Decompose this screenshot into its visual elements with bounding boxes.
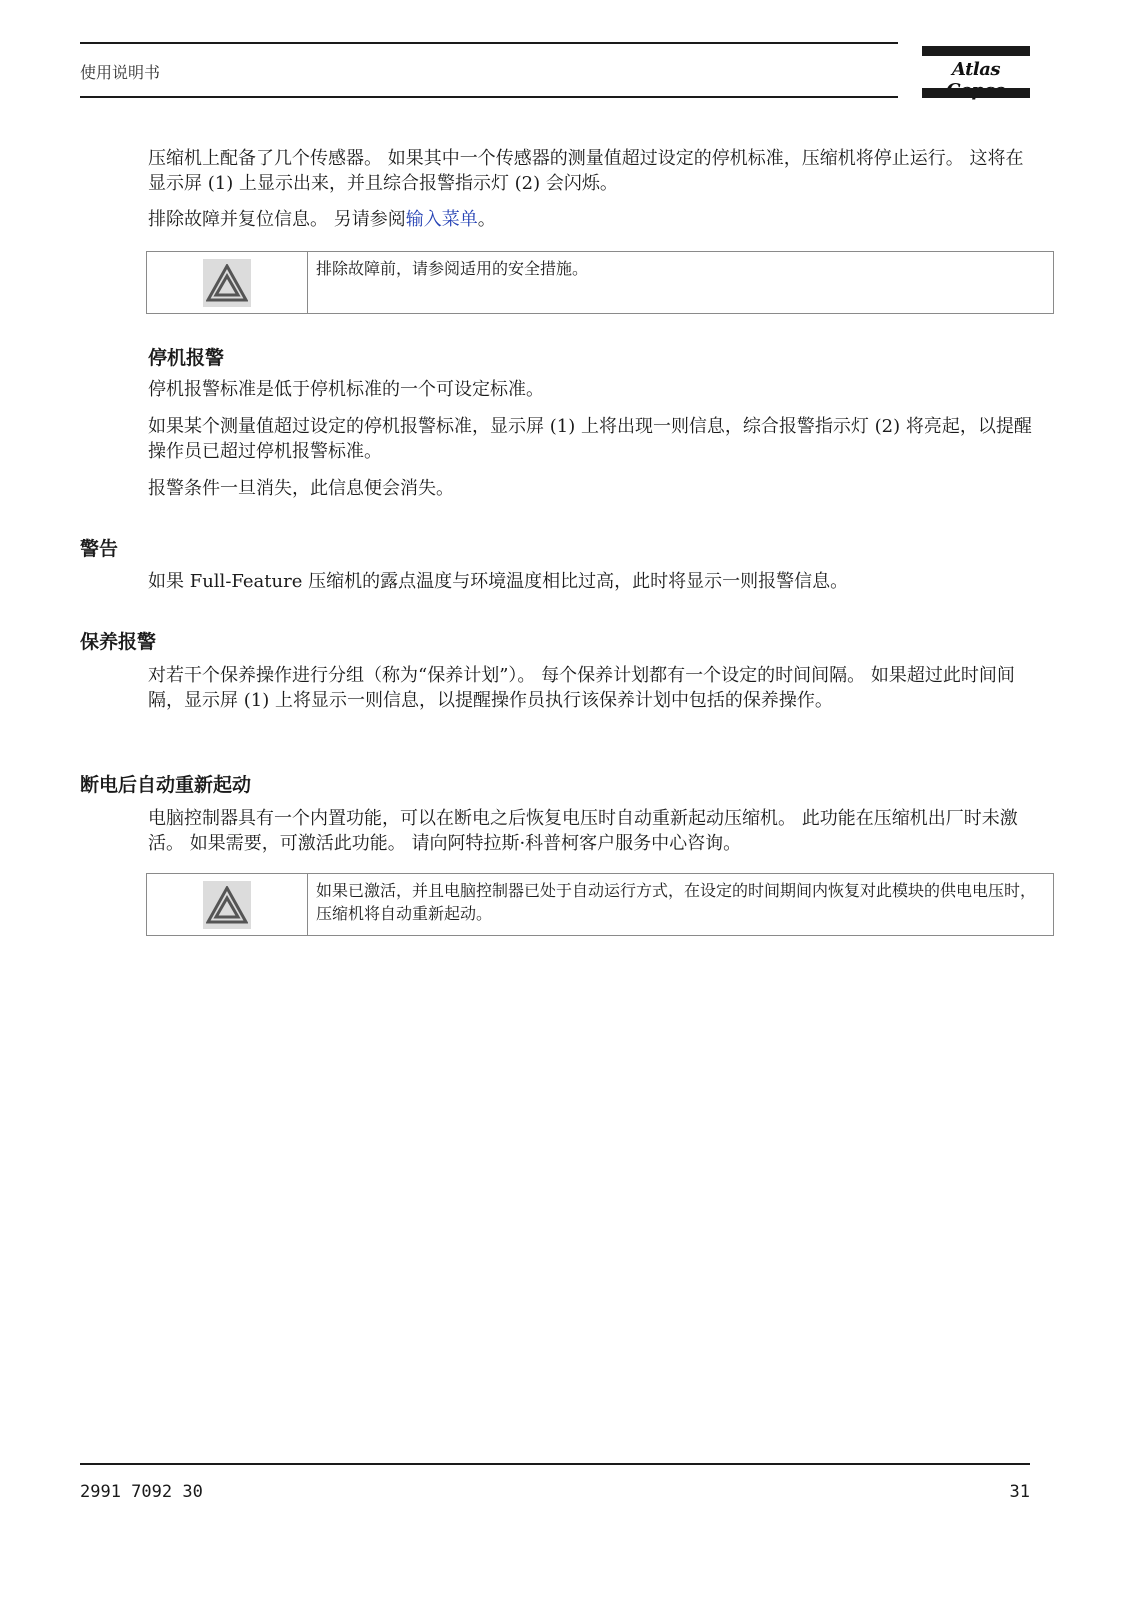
shutdown-warning-paragraph-1: 停机报警标准是低于停机标准的一个可设定标准。 [148, 379, 544, 400]
warning-paragraph: 如果 Full-Feature 压缩机的露点温度与环境温度相比过高，此时将显示一则报警信息。 [148, 571, 849, 592]
intro-paragraph-1: 压缩机上配备了几个传感器。 如果其中一个传感器的测量值超过设定的停机标准，压缩机将停止运行。 这将在显示屏 (1) 上显示出来，并且综合报警指示灯 (2) 会闪烁。 [148, 148, 1024, 194]
shutdown-warning-paragraph-3: 报警条件一旦消失，此信息便会消失。 [148, 478, 454, 499]
page-number: 31 [1009, 1482, 1030, 1502]
auto-restart-paragraph: 电脑控制器具有一个内置功能，可以在断电之后恢复电压时自动重新起动压缩机。 此功能在压缩机出厂时未激活。 如果需要，可激活此功能。 请向阿特拉斯·科普柯客户服务中心咨询。 [148, 808, 1018, 854]
auto-restart-heading: 断电后自动重新起动 [80, 774, 252, 796]
note-icon-cell [147, 252, 308, 313]
intro-paragraph-2-text: 排除故障并复位信息。 另请参阅 [148, 209, 406, 230]
logo-bottom-bar [922, 88, 1030, 98]
document-title: 使用说明书 [80, 63, 161, 82]
shutdown-warning-paragraph-2: 如果某个测量值超过设定的停机报警标准，显示屏 (1) 上将出现一则信息，综合报警指示灯 (2) 将亮起，以提醒操作员已超过停机报警标准。 [148, 416, 1032, 462]
warning-triangle-icon [203, 259, 251, 307]
logo-wordmark: Atlas [951, 59, 1001, 80]
auto-restart-note-text: 如果已激活，并且电脑控制器已处于自动运行方式，在设定的时间期间内恢复对此模块的供电电压时，压缩机将自动重新起动。 [316, 881, 1037, 923]
note-icon-cell [147, 874, 308, 935]
warning-triangle-icon [203, 881, 251, 929]
intro-paragraph-2 [148, 207, 1033, 232]
header-top-rule [80, 42, 898, 44]
document-number: 2991 7092 30 [80, 1482, 203, 1502]
header-bottom-rule [80, 96, 898, 98]
service-warning-heading: 保养报警 [80, 631, 157, 653]
footer-rule [80, 1463, 1030, 1465]
input-menu-link[interactable]: 输入菜单 [405, 209, 478, 230]
service-warning-paragraph: 对若干个保养操作进行分组（称为“保养计划”）。 每个保养计划都有一个设定的时间间隔。 如果超过此时间间隔，显示屏 (1) 上将显示一则信息，以提醒操作员执行该保养计划中包括的保养操作。 [148, 665, 1015, 711]
auto-restart-note-box [146, 873, 1054, 936]
safety-note-text: 排除故障前，请参阅适用的安全措施。 [316, 259, 589, 278]
warning-heading: 警告 [80, 538, 119, 560]
atlas-copco-logo [922, 46, 1030, 98]
shutdown-warning-heading: 停机报警 [148, 347, 225, 369]
intro-paragraph-2-end: 。 [477, 209, 496, 230]
safety-note-box [146, 251, 1054, 314]
logo-top-bar [922, 46, 1030, 56]
